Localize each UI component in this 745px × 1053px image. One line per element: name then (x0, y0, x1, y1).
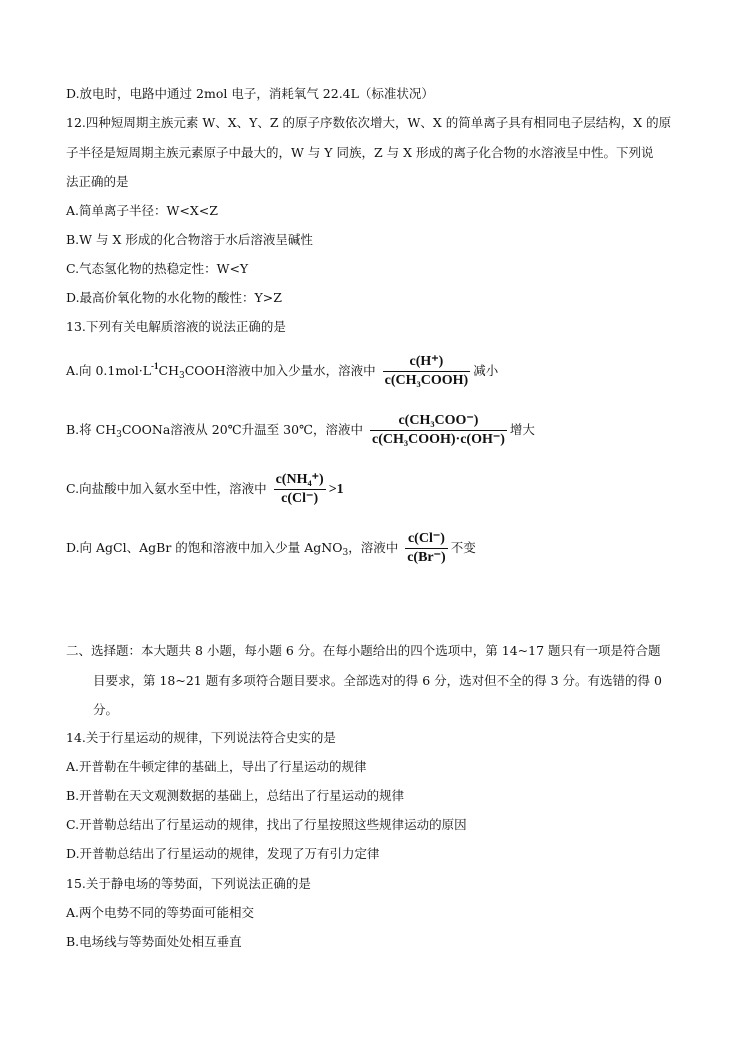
q13a-text-2: COOH溶液中加入少量水，溶液中 (184, 363, 376, 378)
q15-stem: 15.关于静电场的等势面，下列说法正确的是 (66, 876, 311, 891)
q13a-sub: 3 (178, 371, 185, 381)
q12-option-b: B.W 与 X 形成的化合物溶于水后溶液呈碱性 (66, 232, 313, 247)
q13b-sub: 3 (116, 430, 122, 440)
q13-option-d (66, 531, 476, 566)
q12-stem-line-3: 法正确的是 (66, 174, 129, 189)
q13-option-c (66, 472, 344, 507)
q13c-numerator: c(NH₄⁺) (275, 472, 324, 487)
q13-stem: 13.下列有关电解质溶液的说法正确的是 (66, 319, 286, 334)
q13c-fraction (274, 472, 326, 507)
q13a-fraction (383, 354, 471, 389)
section-2-heading-line-2: 目要求，第 18~21 题有多项符合题目要求。全部选对的得 6 分，选对但不全的得 3 分。有选错的得 0 (93, 673, 662, 688)
q13a-denominator: c(CH₃COOH) (384, 373, 469, 388)
q13d-denominator: c(Br⁻) (407, 550, 446, 565)
q13c-denominator: c(Cl⁻) (274, 489, 326, 507)
q13d-numerator: c(Cl⁻) (407, 531, 445, 546)
q15-option-b: B.电场线与等势面处处相互垂直 (66, 934, 242, 949)
q13b-fraction (370, 413, 507, 448)
q14-option-b: B.开普勒在天文观测数据的基础上，总结出了行星运动的规律 (66, 788, 405, 803)
q13a-numerator: c(H⁺) (409, 354, 444, 369)
q13d-text: D.向 AgCl、AgBr 的饱和溶液中加入少量 AgNO (66, 540, 343, 555)
q13d-fraction (405, 531, 447, 566)
q13d-sub: 3 (342, 548, 349, 558)
q15-option-a: A.两个电势不同的等势面可能相交 (66, 905, 255, 920)
q14-stem: 14.关于行星运动的规律，下列说法符合史实的是 (66, 730, 336, 745)
q13a-formula: CH (158, 363, 179, 378)
q12-option-a: A.简单离子半径：W<X<Z (66, 203, 218, 218)
section-2-heading-line-3: 分。 (93, 702, 119, 717)
q13c-conclusion: >1 (328, 482, 344, 497)
q13a-text: A.向 0.1mol·L (66, 363, 152, 378)
q12-stem-line-2: 子半径是短周期主族元素原子中最大的，W 与 Y 同族，Z 与 X 形成的离子化合物的水溶液呈中性。下列说 (66, 145, 654, 160)
q12-option-c: C.气态氢化物的热稳定性：W<Y (66, 261, 249, 276)
q13b-numerator: c(CH₃COO⁻) (398, 413, 479, 428)
section-2-heading-line-1: 二、选择题：本大题共 8 小题，每小题 6 分。在每小题给出的四个选项中，第 14~17 题只有一项是符合题 (66, 643, 661, 658)
q13c-text: C.向盐酸中加入氨水至中性，溶液中 (66, 481, 267, 496)
q13d-conclusion: 不变 (450, 540, 476, 555)
q12-option-d: D.最高价氧化物的水化物的酸性：Y>Z (66, 290, 282, 305)
q14-option-a: A.开普勒在牛顿定律的基础上，导出了行星运动的规律 (66, 759, 367, 774)
q12-stem-line-1: 12.四种短周期主族元素 W、X、Y、Z 的原子序数依次增大，W、X 的简单离子具有相同电子层结构，X 的原 (66, 115, 672, 130)
q13b-denominator: c(CH₃COOH)·c(OH⁻) (372, 432, 505, 447)
q13a-exp: -1 (151, 361, 159, 371)
q13b-text-2: COONa溶液从 20℃升温至 30℃，溶液中 (121, 422, 364, 437)
q14-option-c: C.开普勒总结出了行星运动的规律，找出了行星按照这些规律运动的原因 (66, 817, 467, 832)
q13d-text-2: ，溶液中 (348, 540, 399, 555)
q13a-conclusion: 减小 (473, 363, 499, 378)
q13b-conclusion: 增大 (509, 422, 535, 437)
q13-option-a (66, 354, 498, 389)
q13b-text: B.将 CH (66, 422, 117, 437)
q14-option-d: D.开普勒总结出了行星运动的规律，发现了万有引力定律 (66, 846, 380, 861)
q11-option-d: D.放电时，电路中通过 2mol 电子，消耗氧气 22.4L（标准状况） (66, 86, 434, 101)
q13-option-b (66, 413, 535, 448)
